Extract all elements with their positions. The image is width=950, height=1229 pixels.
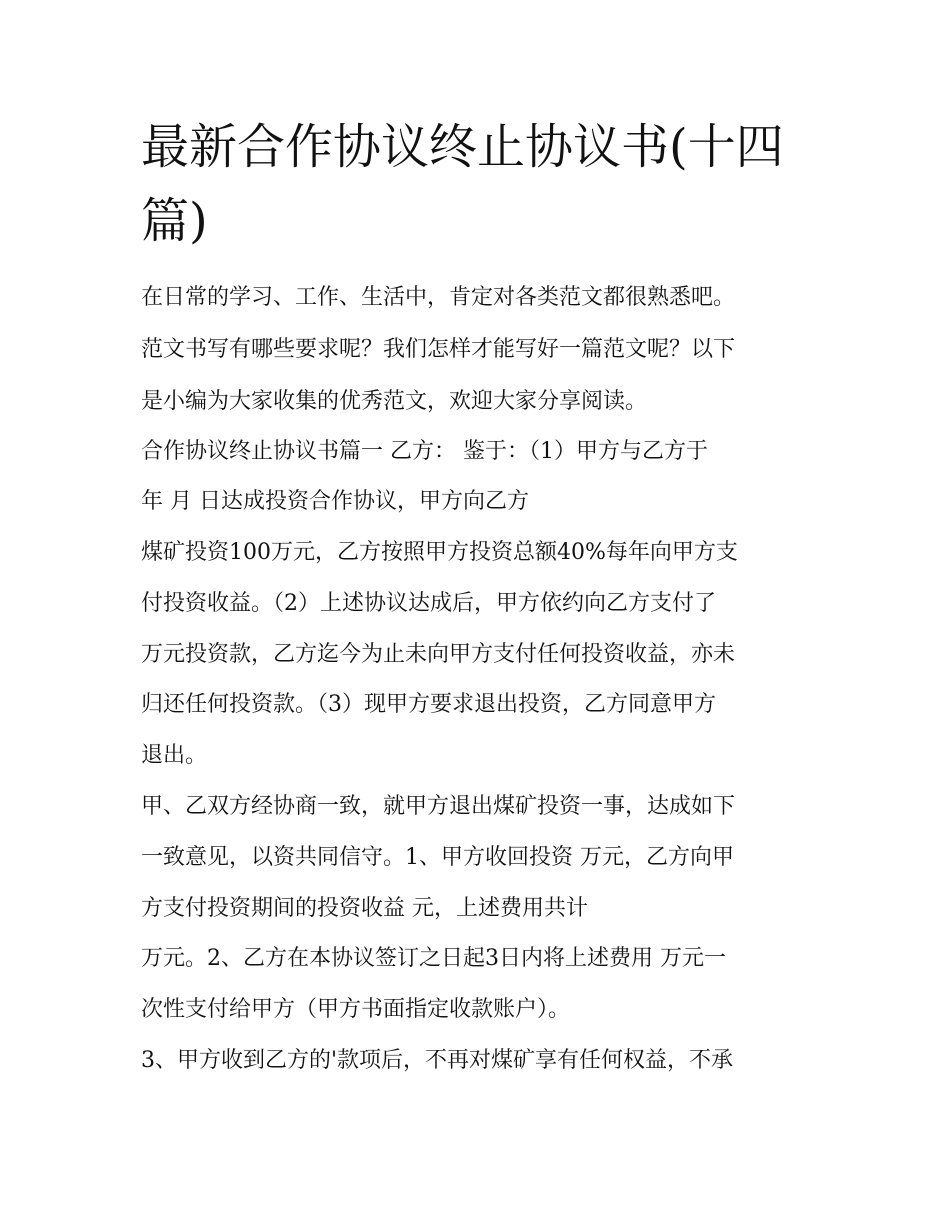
paragraph-line: 在日常的学习、工作、生活中，肯定对各类范文都很熟悉吧。 (141, 285, 736, 310)
paragraph-line: 范文书写有哪些要求呢？我们怎样才能写好一篇范文呢？以下 (141, 337, 736, 362)
paragraph-line: 付投资收益。（2）上述协议达成后，甲方依约向乙方支付了 (141, 591, 716, 616)
paragraph-line: 万元。2、乙方在本协议签订之日起3日内将上述费用 万元一 (141, 946, 726, 971)
paragraph-line: 归还任何投资款。（3）现甲方要求退出投资，乙方同意甲方 (141, 692, 716, 717)
title-line-1: 最新合作协议终止协议书(十四 (141, 119, 784, 175)
title-line-2: 篇) (141, 193, 208, 249)
paragraph-line: 是小编为大家收集的优秀范文，欢迎大家分享阅读。 (141, 389, 648, 414)
paragraph-line: 次性支付给甲方（甲方书面指定收款账户）。 (141, 997, 571, 1022)
paragraph-line: 退出。 (141, 743, 208, 768)
document-title (141, 110, 821, 258)
paragraph-line: 方支付投资期间的投资收益 元，上述费用共计 (141, 896, 588, 921)
paragraph-line: 3、甲方收到乙方的'款项后，不再对煤矿享有任何权益，不承 (141, 1048, 734, 1073)
paragraph-line: 万元投资款，乙方迄今为止未向甲方支付任何投资收益，亦未 (141, 642, 736, 667)
paragraph-line: 甲、乙双方经协商一致，就甲方退出煤矿投资一事，达成如下 (141, 794, 736, 819)
paragraph-line: 煤矿投资100万元，乙方按照甲方投资总额40%每年向甲方支 (141, 540, 738, 565)
paragraph-line: 一致意见，以资共同信守。1、甲方收回投资 万元，乙方向甲 (141, 845, 734, 870)
paragraph-line: 合作协议终止协议书篇一 乙方： 鉴于：（1）甲方与乙方于 (141, 439, 708, 464)
paragraph-line: 年 月 日达成投资合作协议，甲方向乙方 (141, 489, 529, 514)
